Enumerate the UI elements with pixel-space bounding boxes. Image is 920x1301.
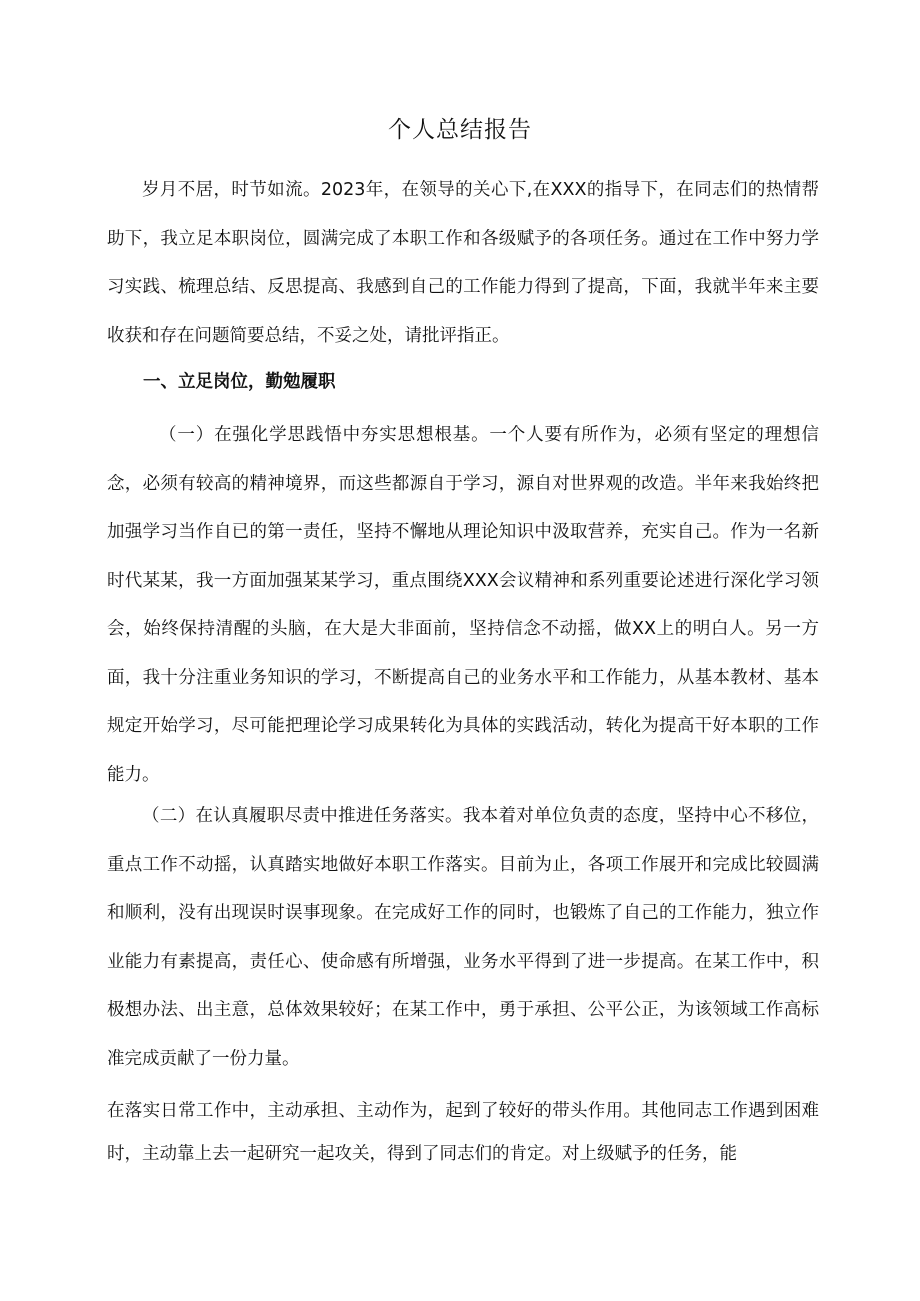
section-heading-1: 一、立足岗位，勤勉履职	[143, 372, 336, 392]
intro-paragraph: 岁月不居，时节如流。2023年，在领导的关心下,在XXX的指导下，在同志们的热情帮助下，我立足本职岗位，圆满完成了本职工作和各级赋予的各项任务。通过在工作中努力学习实践、梳理总结、反思提高、我感到自己的工作能力得到了提高，下面，我就半年来主要收获和存在问题简要总结，不妥之处，请批评指正。	[107, 180, 819, 346]
continuation-paragraph: 在落实日常工作中，主动承担、主动作为，起到了较好的带头作用。其他同志工作遇到困难时，主动靠上去一起研究一起攻关，得到了同志们的肯定。对上级赋予的任务，能	[107, 1101, 819, 1164]
document-title: 个人总结报告	[388, 117, 532, 143]
subsection-1-paragraph: （一）在强化学思践悟中夯实思想根基。一个人要有所作为，必须有坚定的理想信念，必须有较高的精神境界，而这些都源自于学习，源自对世界观的改造。半年来我始终把加强学习当作自已的第一责任，坚持不懈地从理论知识中汲取营养，充实自己。作为一名新时代某某，我一方面加强某某学习，重点围绕XXX会议精神和系列重要论述进行深化学习领会，始终保持清醒的头脑，在大是大非面前，坚持信念不动摇，做XX上的明白人。另一方面，我十分注重业务知识的学习，不断提高自己的业务水平和工作能力，从基本教材、基本规定开始学习，尽可能把理论学习成果转化为具体的实践活动，转化为提高干好本职的工作能力。	[107, 425, 819, 785]
subsection-2-paragraph: （二）在认真履职尽责中推进任务落实。我本着对单位负责的态度，坚持中心不移位，重点工作不动摇，认真踏实地做好本职工作落实。目前为止，各项工作展开和完成比较圆满和顺利，没有出现误时误事现象。在完成好工作的同时，也锻炼了自己的工作能力，独立作业能力有素提高，责任心、使命感有所增强，业务水平得到了进一步提高。在某工作中，积极想办法、出主意，总体效果较好；在某工作中，勇于承担、公平公正，为该领域工作高标准完成贡献了一份力量。	[107, 806, 819, 1069]
